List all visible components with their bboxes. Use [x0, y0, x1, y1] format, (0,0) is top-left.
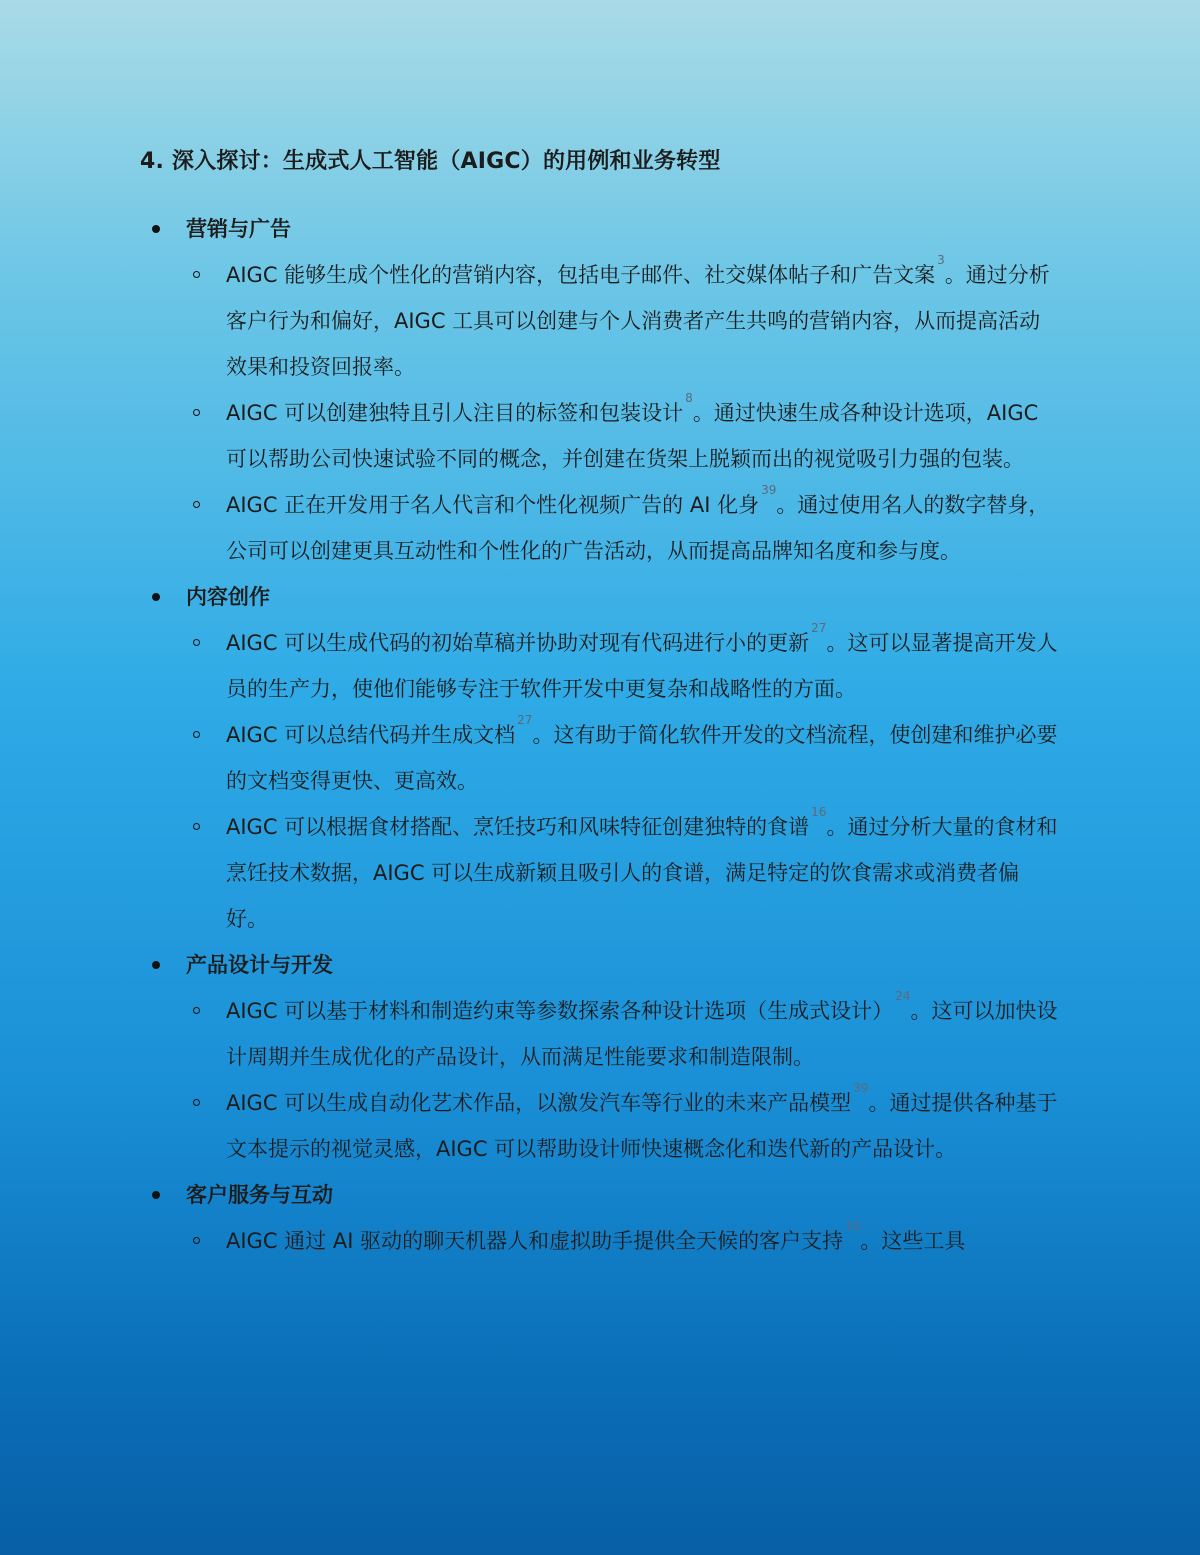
circle-bullet-icon [193, 731, 200, 738]
circle-bullet-icon [193, 1099, 200, 1106]
point-list [186, 620, 1060, 942]
topic-heading: 内容创作 [186, 585, 270, 609]
topic-item [140, 206, 1060, 574]
bullet-icon [152, 593, 160, 601]
point-text: AIGC 可以生成自动化艺术作品，以激发汽车等行业的未来产品模型 [226, 1091, 852, 1115]
point-text-continued: 。通过分析大量的食材和烹饪技术数据，AIGC 可以生成新颖且吸引人的食谱，满足特定的饮食需求或消费者偏好。 [226, 815, 1058, 931]
circle-bullet-icon [193, 501, 200, 508]
point-text: AIGC 通过 AI 驱动的聊天机器人和虚拟助手提供全天候的客户支持 [226, 1229, 844, 1253]
circle-bullet-icon [193, 271, 200, 278]
citation-ref[interactable]: 39 [761, 483, 777, 497]
point-item [186, 390, 1060, 482]
circle-bullet-icon [193, 639, 200, 646]
point-list [186, 1218, 1060, 1264]
topic-list [140, 206, 1060, 1264]
point-text-continued: 。通过提供各种基于文本提示的视觉灵感，AIGC 可以帮助设计师快速概念化和迭代新的产品设计。 [226, 1091, 1058, 1161]
point-item [186, 1218, 1060, 1264]
point-text: AIGC 可以总结代码并生成文档 [226, 723, 516, 747]
citation-ref[interactable]: 24 [895, 989, 911, 1003]
topic-heading: 产品设计与开发 [186, 953, 333, 977]
citation-ref[interactable]: 27 [811, 621, 827, 635]
point-item [186, 988, 1060, 1080]
document-page [140, 140, 1060, 1264]
citation-ref[interactable]: 8 [685, 391, 693, 405]
circle-bullet-icon [193, 409, 200, 416]
section-title: 4. 深入探讨：生成式人工智能（AIGC）的用例和业务转型 [140, 149, 721, 174]
point-text: AIGC 可以根据食材搭配、烹饪技巧和风味特征创建独特的食谱 [226, 815, 810, 839]
citation-ref[interactable]: 27 [517, 713, 533, 727]
point-text: AIGC 可以生成代码的初始草稿并协助对现有代码进行小的更新 [226, 631, 810, 655]
citation-ref[interactable]: 16 [811, 805, 827, 819]
point-text: AIGC 可以创建独特且引人注目的标签和包装设计 [226, 401, 684, 425]
topic-item [140, 942, 1060, 1172]
point-text: AIGC 能够生成个性化的营销内容，包括电子邮件、社交媒体帖子和广告文案 [226, 263, 936, 287]
point-text-continued: 。通过使用名人的数字替身，公司可以创建更具互动性和个性化的广告活动，从而提高品牌知名度和参与度。 [226, 493, 1050, 563]
point-text-continued: 。这可以显著提高开发人员的生产力，使他们能够专注于软件开发中更复杂和战略性的方面。 [226, 631, 1058, 701]
point-item [186, 1080, 1060, 1172]
topic-heading: 营销与广告 [186, 217, 291, 241]
topic-item [140, 574, 1060, 942]
point-item [186, 620, 1060, 712]
point-text-continued: 。通过快速生成各种设计选项，AIGC 可以帮助公司快速试验不同的概念，并创建在货架上脱颖而出的视觉吸引力强的包装。 [226, 401, 1039, 471]
bullet-icon [152, 961, 160, 969]
point-list [186, 252, 1060, 574]
circle-bullet-icon [193, 1007, 200, 1014]
point-item [186, 482, 1060, 574]
topic-heading: 客户服务与互动 [186, 1183, 333, 1207]
point-text-continued: 。这些工具 [860, 1229, 966, 1253]
citation-ref[interactable]: 3 [937, 253, 945, 267]
point-text-continued: 。通过分析客户行为和偏好，AIGC 工具可以创建与个人消费者产生共鸣的营销内容，从而提高活动效果和投资回报率。 [226, 263, 1050, 379]
citation-ref[interactable]: 10 [845, 1219, 861, 1233]
point-text: AIGC 正在开发用于名人代言和个性化视频广告的 AI 化身 [226, 493, 760, 517]
circle-bullet-icon [193, 1237, 200, 1244]
circle-bullet-icon [193, 823, 200, 830]
point-text: AIGC 可以基于材料和制造约束等参数探索各种设计选项（生成式设计） [226, 999, 894, 1023]
point-list [186, 988, 1060, 1172]
topic-item [140, 1172, 1060, 1264]
bullet-icon [152, 1191, 160, 1199]
point-item [186, 712, 1060, 804]
point-text-continued: 。这可以加快设计周期并生成优化的产品设计，从而满足性能要求和制造限制。 [226, 999, 1058, 1069]
citation-ref[interactable]: 39 [853, 1081, 869, 1095]
bullet-icon [152, 225, 160, 233]
point-item [186, 252, 1060, 390]
point-item [186, 804, 1060, 942]
point-text-continued: 。这有助于简化软件开发的文档流程，使创建和维护必要的文档变得更快、更高效。 [226, 723, 1058, 793]
